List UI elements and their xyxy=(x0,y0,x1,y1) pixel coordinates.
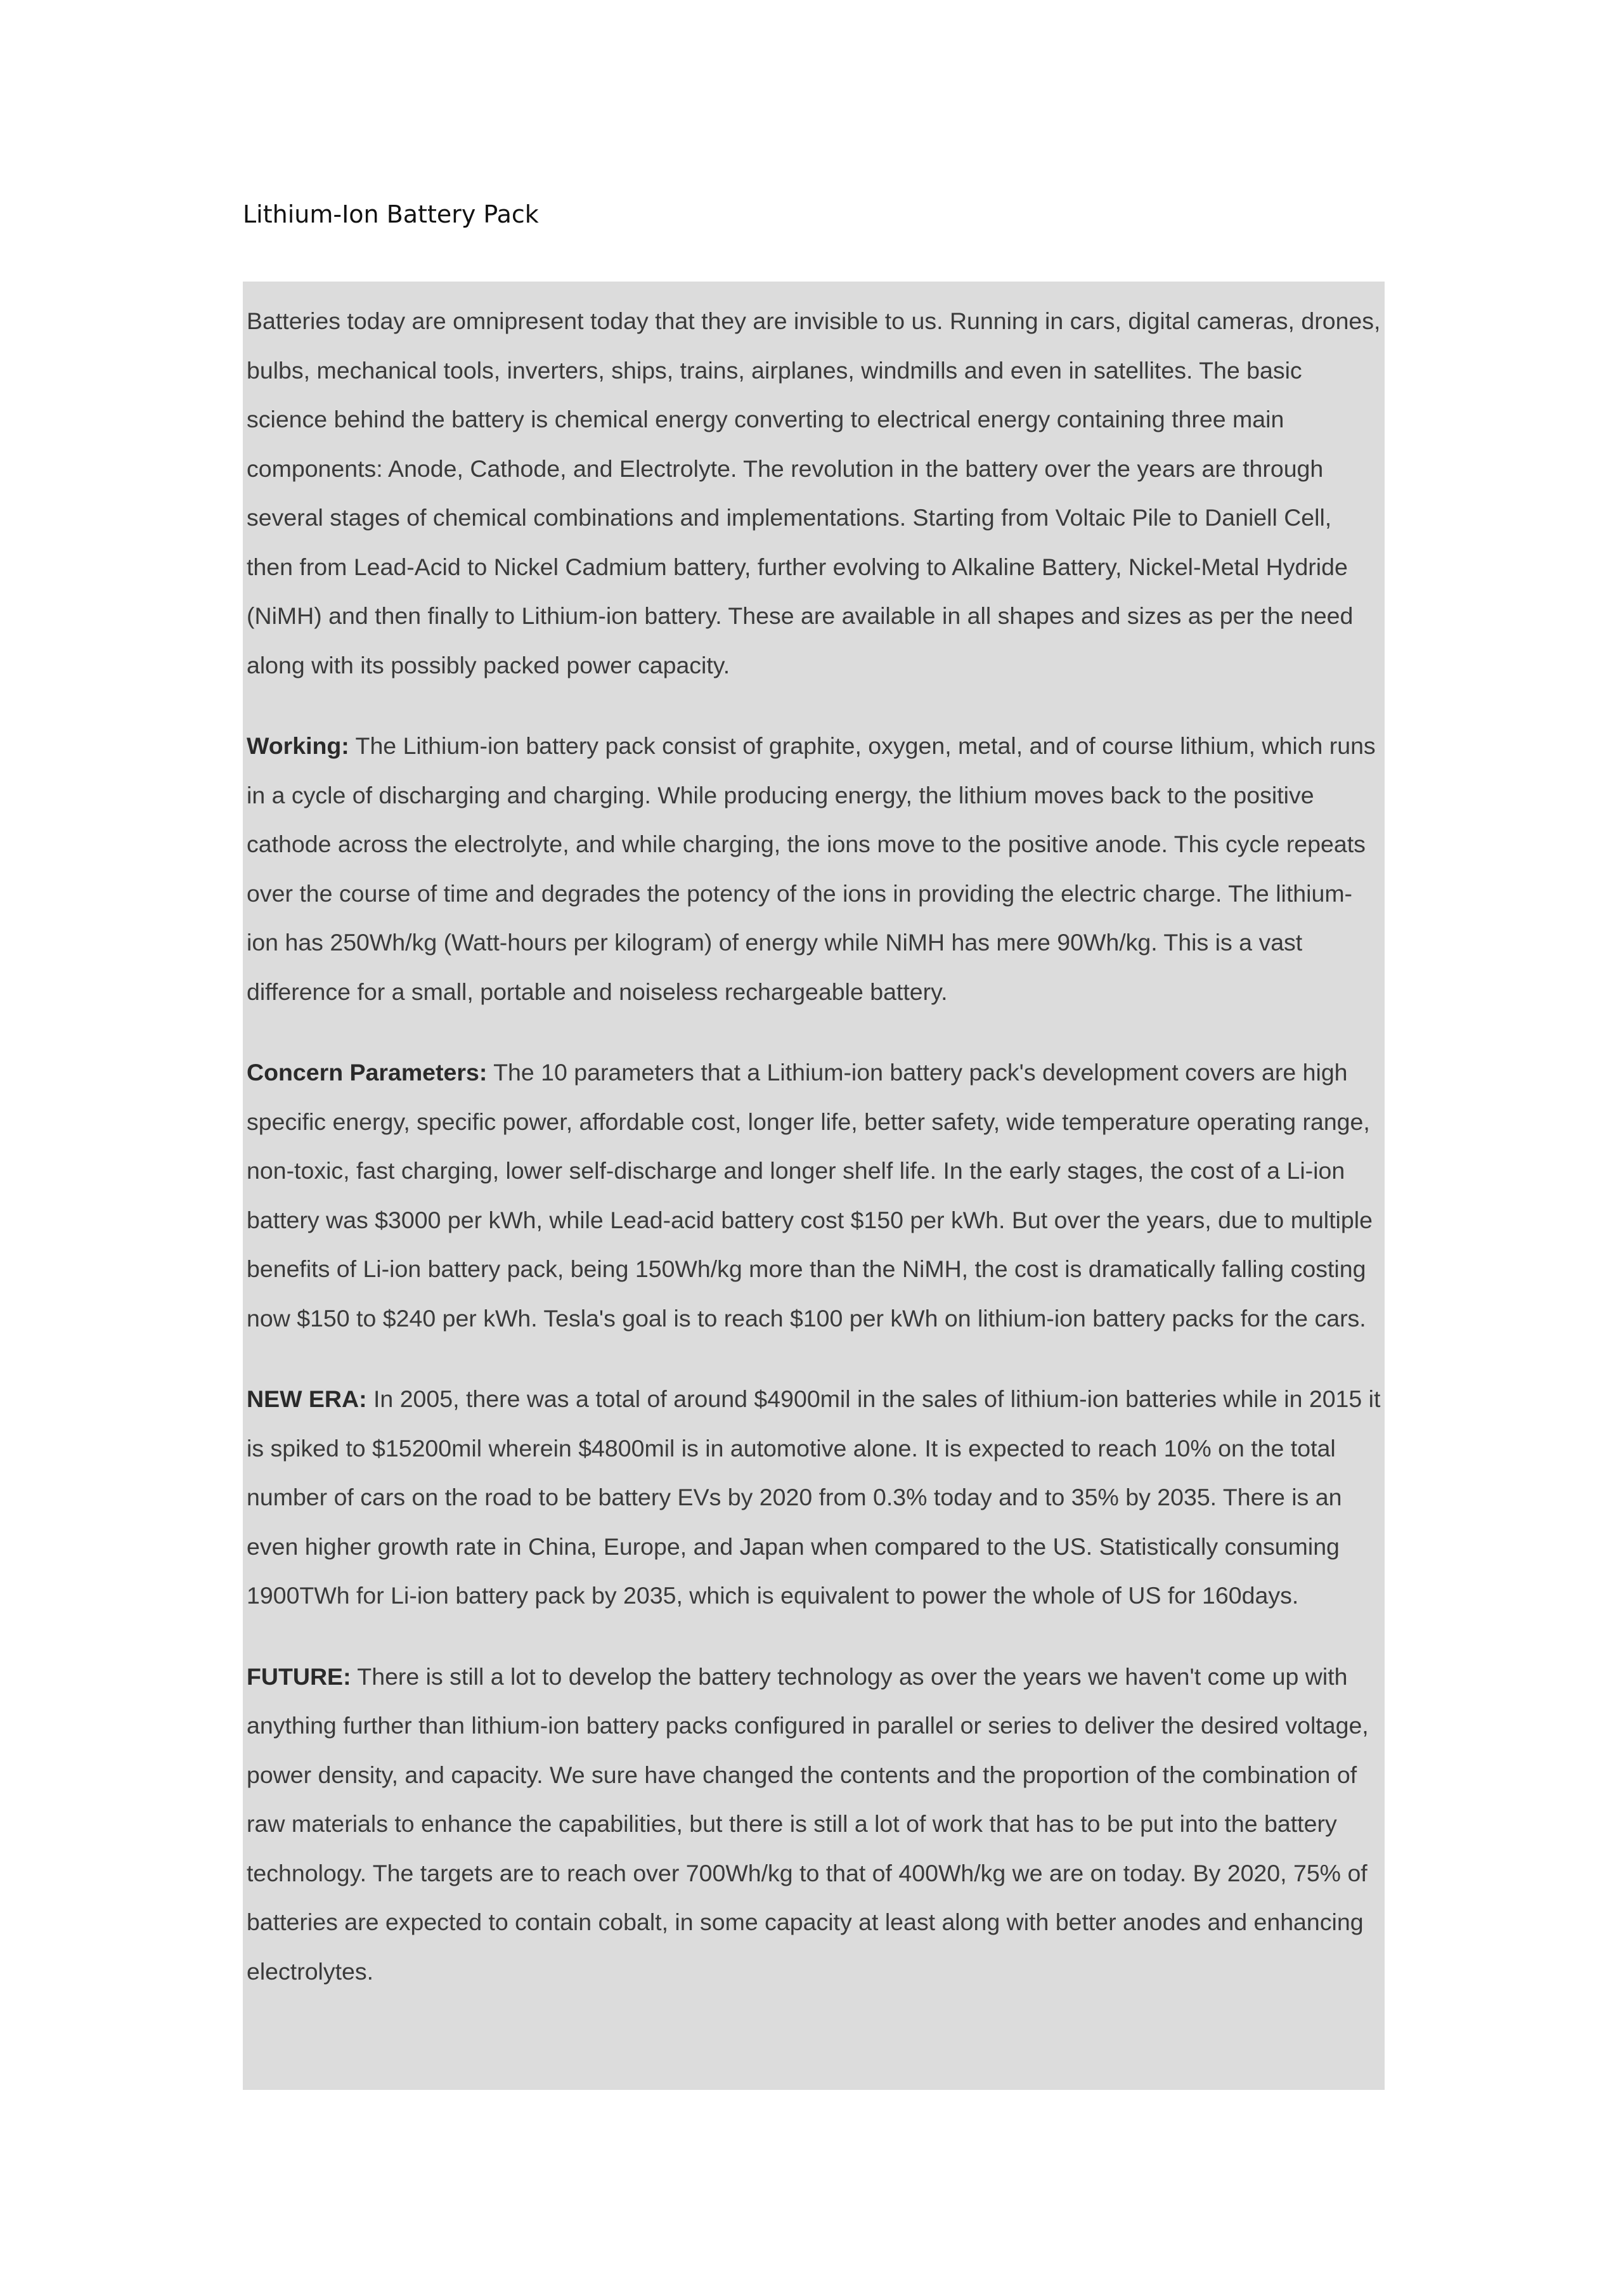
paragraph-text: There is still a lot to develop the battery technology as over the years we haven't come up with anything further than lithium-ion battery packs configured in parallel or series to deliver the desired voltage, power density, and capacity. We sure have changed the contents and the proportion of the combination of raw materials to enhance the capabilities, but there is still a lot of work that has to be put into the battery technology. The targets are to reach over 700Wh/kg to that of 400Wh/kg we are on today. By 2020, 75% of batteries are expected to contain cobalt, in some capacity at least along with better anodes and enhancing electrolytes. xyxy=(247,1663,1369,1985)
paragraph-text: The 10 parameters that a Lithium-ion battery pack's development covers are high specific energy, specific power, affordable cost, longer life, better safety, wide temperature operating range, non-toxic, fast charging, lower self-discharge and longer shelf life. In the early stages, the cost of a Li-ion battery was $3000 per kWh, while Lead-acid battery cost $150 per kWh. But over the years, due to multiple benefits of Li-ion battery pack, being 150Wh/kg more than the NiMH, the cost is dramatically falling costing now $150 to $240 per kWh. Tesla's goal is to reach $100 per kWh on lithium-ion battery packs for the cars. xyxy=(247,1059,1373,1332)
paragraph-text: The Lithium-ion battery pack consist of graphite, oxygen, metal, and of course lithium, which runs in a cycle of discharging and charging. While producing energy, the lithium moves back to the positive cathode across the electrolyte, and while charging, the ions move to the positive anode. This cycle repeats over the course of time and degrades the potency of the ions in providing the electric charge. The lithium-ion has 250Wh/kg (Watt-hours per kilogram) of energy while NiMH has mere 90Wh/kg. This is a vast difference for a small, portable and noiseless rechargeable battery. xyxy=(247,732,1376,1005)
paragraph-text: Batteries today are omnipresent today that they are invisible to us. Running in cars, digital cameras, drones, bulbs, mechanical tools, inverters, ships, trains, airplanes, windmills and even in satellites. The basic science behind the battery is chemical energy converting to electrical energy containing three main components: Anode, Cathode, and Electrolyte. The revolution in the battery over the years are through several stages of chemical combinations and implementations. Starting from Voltaic Pile to Daniell Cell, then from Lead-Acid to Nickel Cadmium battery, further evolving to Alkaline Battery, Nickel-Metal Hydride (NiMH) and then finally to Lithium-ion battery. These are available in all shapes and sizes as per the need along with its possibly packed power capacity. xyxy=(247,308,1381,678)
article-body xyxy=(243,282,1385,2090)
paragraph-intro xyxy=(247,297,1381,690)
paragraph-lead: Working: xyxy=(247,732,349,759)
paragraph-concern-parameters xyxy=(247,1048,1381,1343)
paragraph-future xyxy=(247,1652,1381,1997)
page-title: Lithium-Ion Battery Pack xyxy=(243,200,539,228)
paragraph-lead: FUTURE: xyxy=(247,1663,351,1690)
paragraph-lead: Concern Parameters: xyxy=(247,1059,488,1086)
paragraph-lead: NEW ERA: xyxy=(247,1385,367,1412)
paragraph-text: In 2005, there was a total of around $4900mil in the sales of lithium-ion batteries while in 2015 it is spiked to $15200mil wherein $4800mil is in automotive alone. It is expected to reach 10% on the total number of cars on the road to be battery EVs by 2020 from 0.3% today and to 35% by 2035. There is an even higher growth rate in China, Europe, and Japan when compared to the US. Statistically consuming 1900TWh for Li-ion battery pack by 2035, which is equivalent to power the whole of US for 160days. xyxy=(247,1385,1381,1609)
paragraph-working xyxy=(247,722,1381,1016)
paragraph-new-era xyxy=(247,1375,1381,1621)
